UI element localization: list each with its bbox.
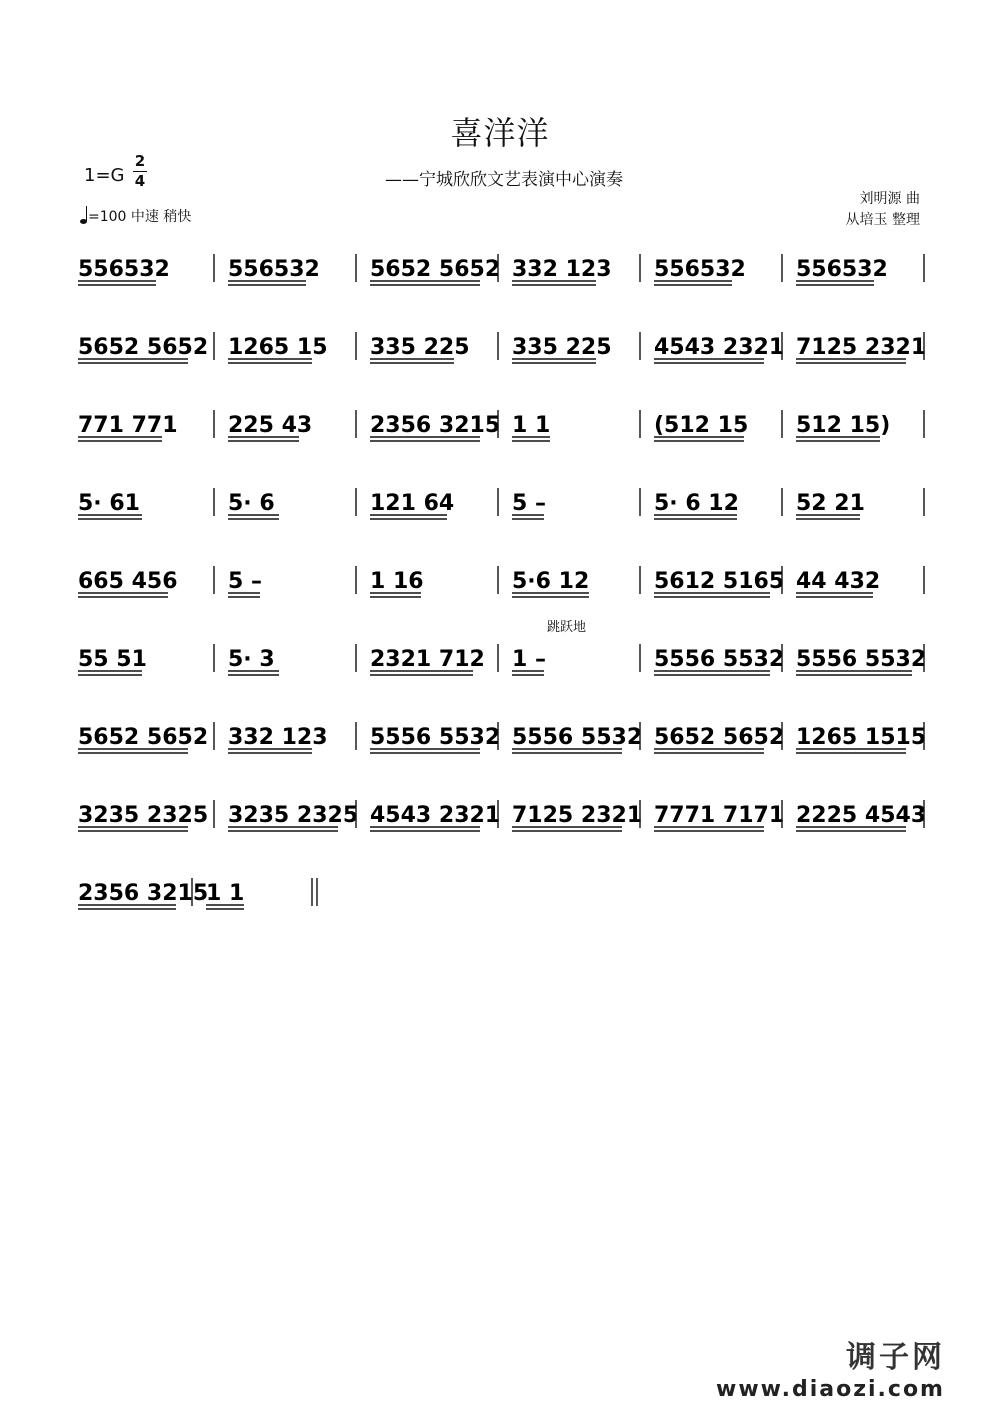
measure-notes: 1265 15 [228,335,328,360]
measure-notes: 5 – [228,569,262,594]
measure-notes: 556532 [796,257,888,282]
measure-notes: 5 – [512,491,546,516]
measure-notes: 5· 3 [228,647,275,672]
measure-notes: 5652 5652 [370,257,501,282]
measure-notes: 556532 [78,257,170,282]
measure-notes: 4543 2321 [370,803,501,828]
measure-notes: 225 43 [228,413,313,438]
score-row-svg [74,404,926,464]
measure-notes: 5652 5652 [78,725,209,750]
measure-notes: 5652 5652 [654,725,785,750]
measure-notes: 55 51 [78,647,147,672]
measure-notes: 2356 3215 [78,881,209,906]
site-watermark [716,1340,945,1402]
measure-notes: (512 15 [654,413,749,438]
measure-notes: 5556 5532 [512,725,643,750]
score-row [74,872,926,932]
key-signature: 1=G [84,165,125,186]
measure-notes: 556532 [654,257,746,282]
measure-notes: 52 21 [796,491,865,516]
measure-notes: 5556 5532 [370,725,501,750]
measure-notes: 335 225 [512,335,612,360]
measure-notes: 1 1 [512,413,551,438]
score-row [74,794,926,854]
score-row [74,248,926,308]
score-row-svg [74,560,926,620]
measure-notes: 5612 5165 [654,569,785,594]
time-signature-bottom: 4 [134,172,146,190]
measure-notes: 3235 2325 [78,803,209,828]
tempo-text: =100 中速 稍快 [88,209,192,225]
measure-notes: 5· 6 12 [654,491,739,516]
measure-notes: 5· 6 [228,491,275,516]
quarter-note-icon [80,219,87,224]
watermark-url: www.diaozi.com [716,1377,945,1402]
measure-notes: 1 16 [370,569,424,594]
score-row-svg [74,872,926,932]
watermark-name: 调子网 [846,1340,945,1375]
measure-notes: 5·6 12 [512,569,590,594]
measure-notes: 335 225 [370,335,470,360]
score-row-svg [74,638,926,698]
measure-notes: 4543 2321 [654,335,785,360]
score-row [74,560,926,620]
measure-notes: 5· 61 [78,491,140,516]
score-row-svg [74,794,926,854]
score-subtitle: ——宁城欣欣文艺表演中心演奏 [385,170,623,190]
measure-notes: 7771 7171 [654,803,785,828]
score-row-svg [74,716,926,776]
tempo-marking [80,206,191,226]
measure-notes: 332 123 [228,725,328,750]
measure-notes: 2321 712 [370,647,485,672]
score-row [74,638,926,698]
measure-notes: 44 432 [796,569,881,594]
measure-notes: 5556 5532 [796,647,927,672]
measure-notes: 7125 2321 [796,335,927,360]
measure-notes: 3235 2325 [228,803,359,828]
measure-notes: 1265 1515 [796,725,927,750]
leap-annotation: 跳跃地 [547,620,587,635]
measure-notes: 2225 4543 [796,803,927,828]
measure-notes: 556532 [228,257,320,282]
score-row [74,482,926,542]
score-row-svg [74,248,926,308]
score-row-svg [74,482,926,542]
measure-notes: 121 64 [370,491,455,516]
measure-notes: 1 1 [206,881,245,906]
arranger-credit: 从培玉 整理 [845,212,920,228]
measure-notes: 512 15) [796,413,891,438]
score-row-svg [74,326,926,386]
composer-credit: 刘明源 曲 [859,191,920,207]
score-row [74,326,926,386]
measure-notes: 5652 5652 [78,335,209,360]
score-row [74,716,926,776]
time-signature-top: 2 [134,152,146,170]
measure-notes: 665 456 [78,569,178,594]
score-title: 喜洋洋 [450,114,550,152]
measure-notes: 7125 2321 [512,803,643,828]
measure-notes: 771 771 [78,413,178,438]
time-signature [133,153,147,190]
measure-notes: 1 – [512,647,546,672]
measure-notes: 2356 3215 [370,413,501,438]
measure-notes: 332 123 [512,257,612,282]
measure-notes: 5556 5532 [654,647,785,672]
score-row [74,404,926,464]
